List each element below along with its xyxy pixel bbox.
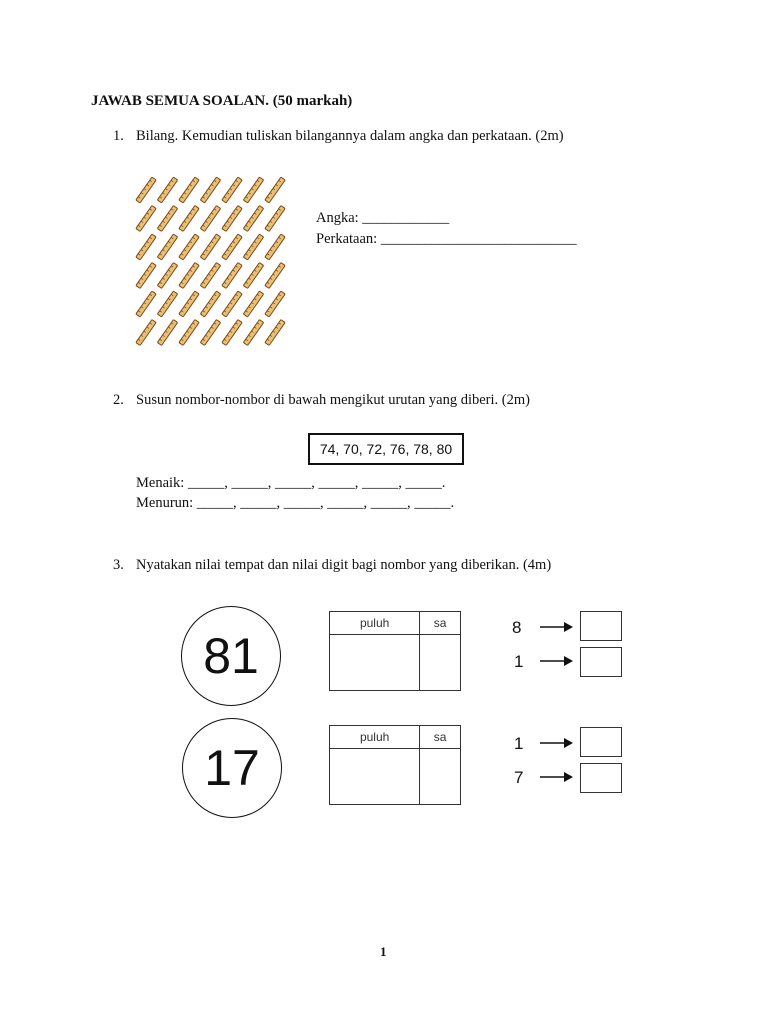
counting-sticks-image [134, 176, 294, 348]
counting-stick [243, 320, 263, 346]
counting-stick [136, 263, 156, 289]
counting-stick [136, 206, 156, 232]
menaik-answer-line: Menaik: _____, _____, _____, _____, _____, _____. [136, 475, 446, 491]
question-2-text: Susun nombor-nombor di bawah mengikut urutan yang diberi. (2m) [136, 392, 530, 408]
digit-label: 1 [514, 734, 524, 753]
page-number: 1 [380, 944, 387, 959]
question-2-number: 2. [113, 392, 124, 408]
sa-header: sa [420, 726, 461, 749]
counting-stick [179, 177, 199, 203]
page-heading: JAWAB SEMUA SOALAN. (50 markah) [91, 93, 353, 109]
digit-value-box[interactable] [580, 763, 622, 793]
counting-stick [179, 206, 199, 232]
counting-stick [136, 291, 156, 317]
menurun-answer-line: Menurun: _____, _____, _____, _____, _____, _____. [136, 495, 455, 511]
counting-stick [157, 234, 177, 260]
sa-header: sa [420, 612, 461, 635]
counting-stick [157, 177, 177, 203]
counting-stick [243, 234, 263, 260]
counting-stick [222, 234, 242, 260]
digit-label: 8 [512, 618, 522, 637]
number-circle: 81 [181, 606, 281, 706]
counting-stick [222, 177, 242, 203]
counting-stick [265, 320, 285, 346]
counting-stick [243, 206, 263, 232]
counting-stick [222, 206, 242, 232]
digit-label: 1 [514, 652, 524, 671]
counting-stick [265, 177, 285, 203]
counting-stick [136, 177, 156, 203]
question-3-text: Nyatakan nilai tempat dan nilai digit bagi nombor yang diberikan. (4m) [136, 557, 552, 573]
counting-stick [157, 263, 177, 289]
digit-label: 7 [514, 768, 524, 787]
counting-stick [179, 291, 199, 317]
counting-stick [243, 263, 263, 289]
perkataan-answer-line: Perkataan: ___________________________ [316, 231, 577, 247]
digit-value-box[interactable] [580, 611, 622, 641]
counting-stick [179, 320, 199, 346]
angka-answer-line: Angka: ____________ [316, 210, 450, 226]
counting-stick [265, 263, 285, 289]
counting-stick [200, 206, 220, 232]
counting-stick [200, 320, 220, 346]
counting-stick [136, 320, 156, 346]
arrow-right-icon [540, 771, 574, 783]
puluh-answer-cell[interactable] [330, 635, 420, 691]
puluh-answer-cell[interactable] [330, 749, 420, 805]
digit-value-box[interactable] [580, 727, 622, 757]
counting-stick [200, 234, 220, 260]
sa-answer-cell[interactable] [420, 749, 461, 805]
counting-stick [265, 234, 285, 260]
number-circle: 17 [182, 718, 282, 818]
counting-stick [265, 206, 285, 232]
counting-stick [222, 320, 242, 346]
puluh-header: puluh [330, 612, 420, 635]
counting-stick [157, 291, 177, 317]
counting-stick [179, 234, 199, 260]
counting-stick [136, 234, 156, 260]
counting-stick [200, 177, 220, 203]
question-1-number: 1. [113, 128, 124, 144]
counting-stick [200, 263, 220, 289]
number-list-box: 74, 70, 72, 76, 78, 80 [308, 433, 464, 465]
arrow-right-icon [540, 655, 574, 667]
counting-stick [157, 206, 177, 232]
arrow-right-icon [540, 621, 574, 633]
place-value-table [329, 611, 461, 691]
counting-stick [243, 177, 263, 203]
sa-answer-cell[interactable] [420, 635, 461, 691]
question-3-number: 3. [113, 557, 124, 573]
place-value-table [329, 725, 461, 805]
counting-stick [179, 263, 199, 289]
puluh-header: puluh [330, 726, 420, 749]
digit-value-box[interactable] [580, 647, 622, 677]
counting-stick [243, 291, 263, 317]
question-1-text: Bilang. Kemudian tuliskan bilangannya dalam angka dan perkataan. (2m) [136, 128, 564, 144]
counting-stick [200, 291, 220, 317]
counting-stick [157, 320, 177, 346]
arrow-right-icon [540, 737, 574, 749]
counting-stick [265, 291, 285, 317]
counting-stick [222, 263, 242, 289]
counting-stick [222, 291, 242, 317]
